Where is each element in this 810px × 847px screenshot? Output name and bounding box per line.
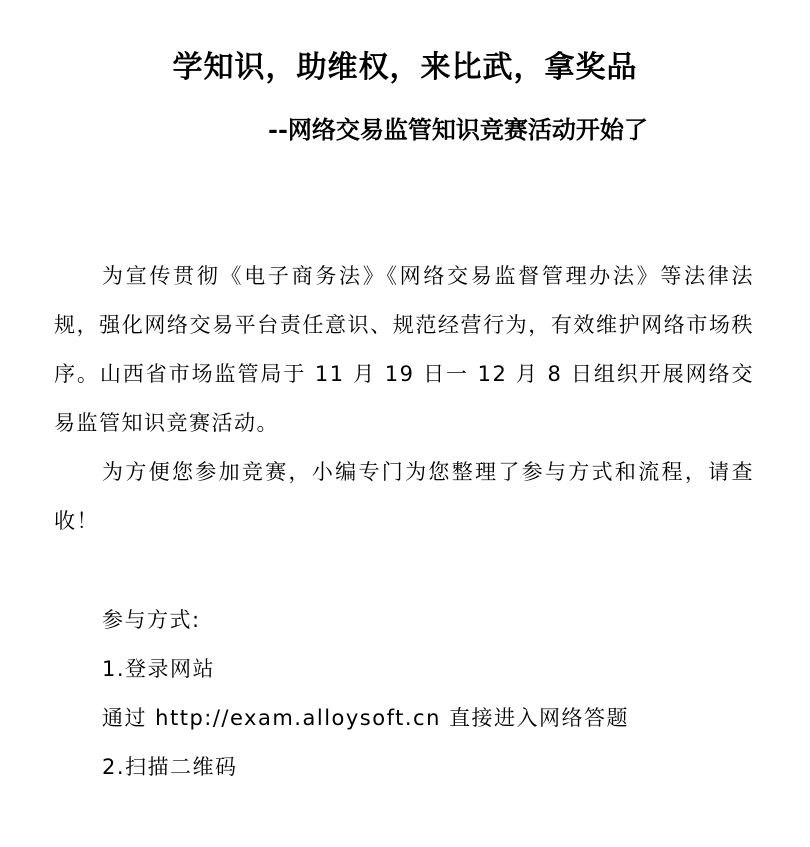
document-subtitle: --网络交易监管知识竞赛活动开始了 — [268, 115, 648, 144]
document-title: 学知识，助维权，来比武，拿奖品 — [172, 50, 638, 85]
intro-paragraph: 为宣传贯彻《电子商务法》《网络交易监督管理办法》等法律法规，强化网络交易平台责任意识、规范经营行为，有效维护网络市场秩序。山西省市场监管局于 11 月 19 日一 12 月 8 日组织开展网络交易监管知识竞赛活动。 — [54, 264, 754, 435]
step-login-website: 1.登录网站 — [102, 657, 216, 681]
step-login-detail: 通过 http://exam.alloysoft.cn 直接进入网络答题 — [102, 706, 630, 730]
convenience-paragraph: 为方便您参加竞赛，小编专门为您整理了参与方式和流程，请查收！ — [54, 460, 754, 533]
step-scan-qr-code: 2.扫描二维码 — [102, 755, 238, 779]
participation-heading: 参与方式: — [102, 608, 201, 632]
